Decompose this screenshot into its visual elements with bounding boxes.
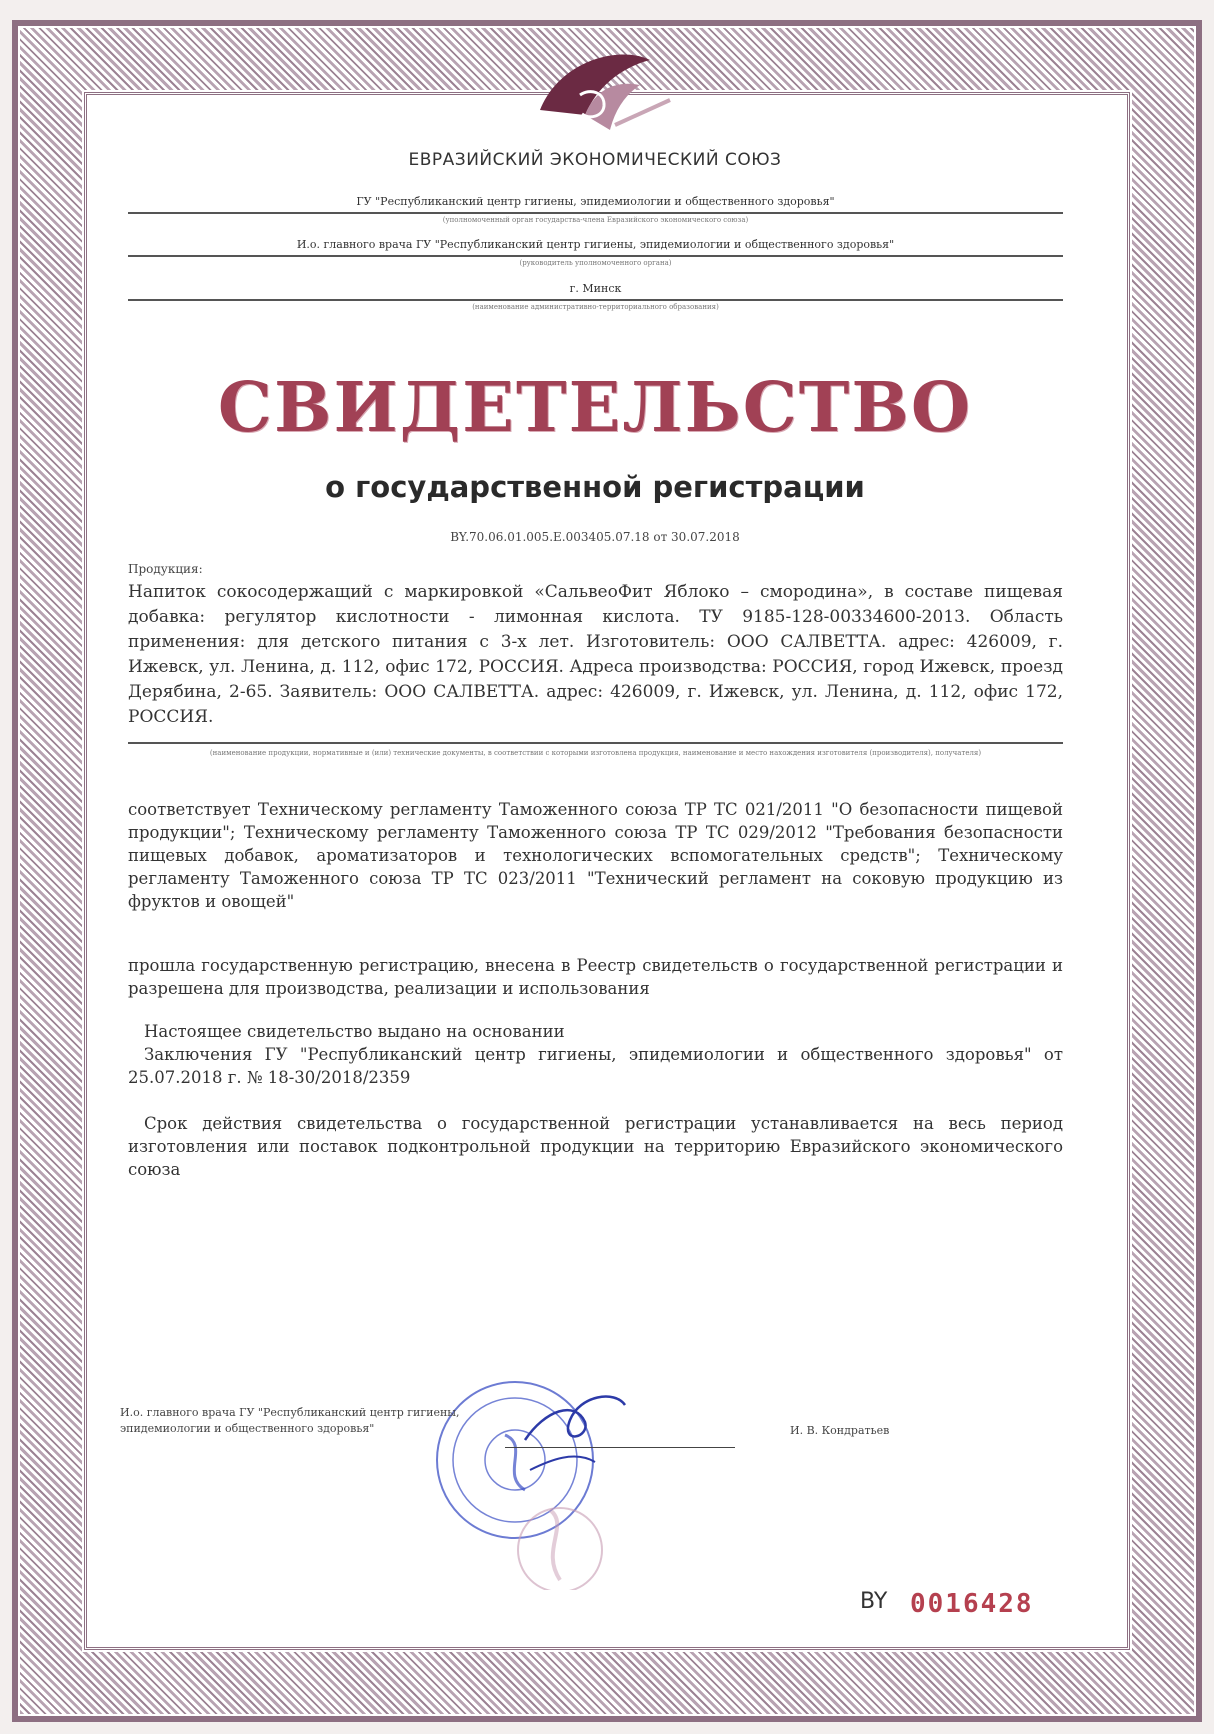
product-description: Напиток сокосодержащий с маркировкой «СальвеоФит Яблоко – смородина», в составе пищевая добавка: регулятор кислотности - лимонная кислота. ТУ 9185-128-00334600-2013. Область применения: для детского питания с 3-х лет. Изготовитель: ООО САЛВЕТТА. адрес: 426009, г. Ижевск, ул. Ленина, д. 112, офис 172, РОССИЯ. Адреса производства: РОССИЯ, город Ижевск, проезд Дерябина, 2-65. Заявитель: ООО САЛВЕТТА. адрес: 426009, г. Ижевск, ул. Ленина, д. 112, офис 172, РОССИЯ. — [128, 582, 1063, 727]
city-name: г. Минск — [569, 282, 622, 295]
product-hint: (наименование продукции, нормативные и (или) технические документы, в соответствии с которыми изготовлена продукция, наименование и место нахождения изготовителя (производителя), получателя) — [209, 749, 982, 757]
divider — [128, 742, 1063, 744]
validity-statement: Срок действия свидетельства о государственной регистрации устанавливается на весь период изготовления или поставок подконтрольной продукции на территорию Евразийского экономического союза — [128, 1114, 1063, 1179]
document-title: СВИДЕТЕЛЬСТВО — [217, 368, 973, 448]
divider — [128, 212, 1063, 214]
serial-number: 0016428 — [910, 1589, 1034, 1619]
official-hint: (руководитель уполномоченного органа) — [519, 259, 672, 267]
basis-document: Заключения ГУ "Республиканский центр гигиены, эпидемиологии и общественного здоровья" от 25.07.2018 г. № 18-30/2018/2359 — [128, 1045, 1063, 1087]
document-subtitle: о государственной регистрации — [325, 470, 865, 504]
issuer-name: ГУ "Республиканский центр гигиены, эпидемиологии и общественного здоровья" — [356, 195, 835, 208]
registration-number: BY.70.06.01.005.Е.003405.07.18 от 30.07.2018 — [450, 530, 740, 544]
official-name: И.о. главного врача ГУ "Республиканский центр гигиены, эпидемиологии и общественного здоровья" — [296, 238, 895, 251]
registration-statement: прошла государственную регистрацию, внесена в Реестр свидетельств о государственной регистрации и разрешена для производства, реализации и использования — [128, 956, 1063, 998]
divider — [128, 299, 1063, 301]
basis-intro: Настоящее свидетельство выдано на основании — [144, 1022, 565, 1041]
conformity-statement: соответствует Техническому регламенту Таможенного союза ТР ТС 021/2011 "О безопасности пищевой продукции"; Техническому регламенту Таможенного союза ТР ТС 029/2012 "Требования безопасности пищевых добавок, ароматизаторов и технологических вспомогательных средств"; Техническому регламенту Таможенного союза ТР ТС 023/2011 "Технический регламент на соковую продукцию из фруктов и овощей" — [128, 800, 1063, 911]
divider — [128, 255, 1063, 257]
signature-line — [505, 1447, 735, 1448]
eaeu-emblem-icon — [520, 40, 680, 150]
official-seal-icon — [410, 1350, 670, 1590]
serial-prefix: BY — [860, 1589, 888, 1614]
signer-title: И.о. главного врача ГУ "Республиканский центр гигиены, эпидемиологии и общественного здоровья" — [120, 1406, 460, 1435]
product-label: Продукция: — [128, 562, 203, 576]
issuer-hint: (уполномоченный орган государства-члена Евразийского экономического союза) — [442, 216, 749, 224]
city-hint: (наименование административно-территориального образования) — [472, 303, 719, 311]
signer-name: И. В. Кондратьев — [790, 1424, 890, 1437]
union-name: ЕВРАЗИЙСКИЙ ЭКОНОМИЧЕСКИЙ СОЮЗ — [408, 150, 782, 170]
